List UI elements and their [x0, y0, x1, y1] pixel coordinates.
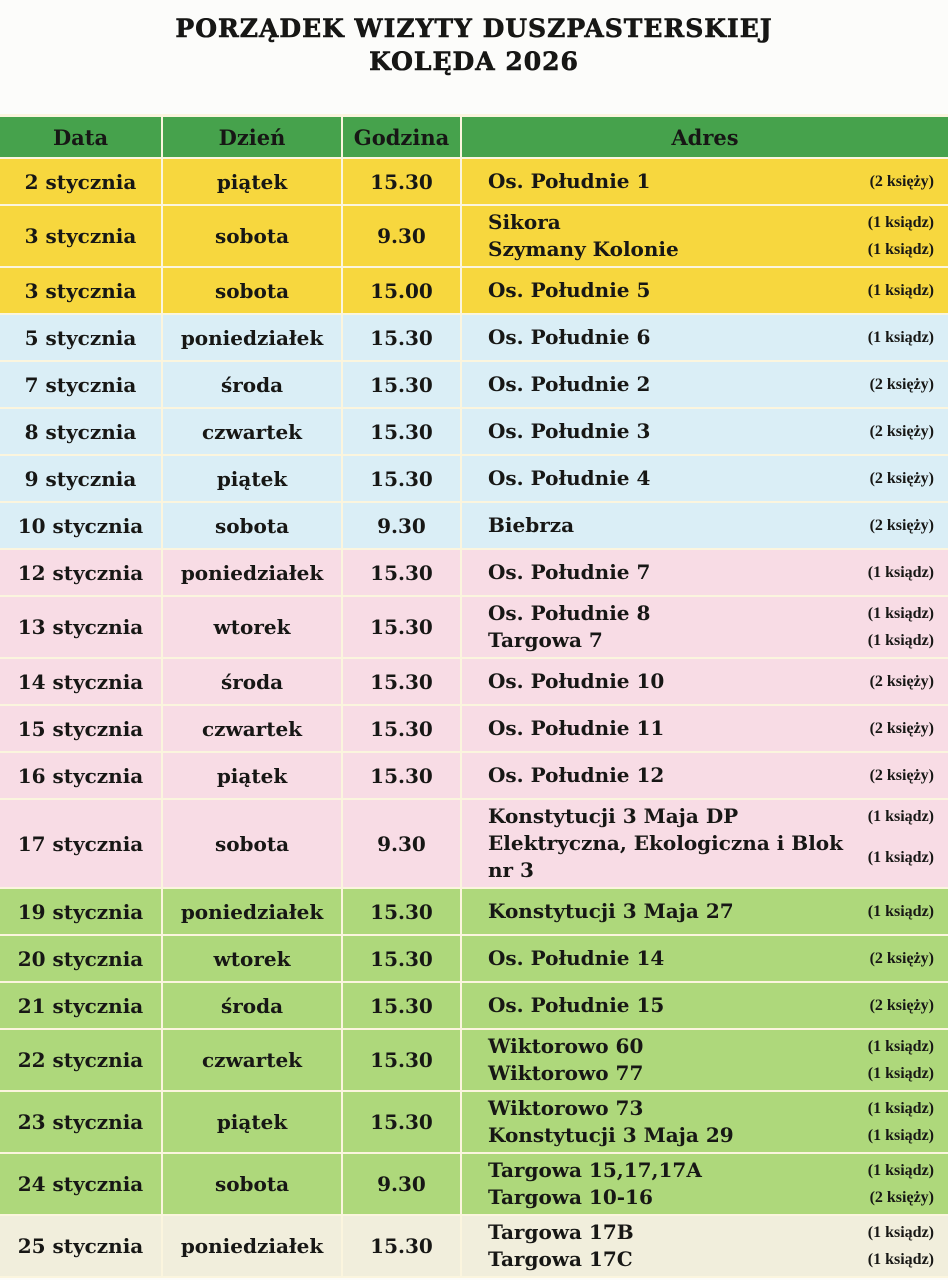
page-title-line2: KOLĘDA 2026: [369, 47, 579, 76]
address-line: [488, 668, 934, 695]
priest-count-text: (1 ksiądz): [867, 241, 934, 258]
time-cell: 15.30: [343, 1030, 462, 1090]
time-cell: 15.30: [343, 1216, 462, 1276]
time-cell: 9.30: [343, 1154, 462, 1214]
address-line: [488, 418, 934, 445]
time-cell: 15.30: [343, 550, 462, 595]
day-cell: sobota: [163, 206, 343, 266]
street-text: Targowa 10-16: [488, 1185, 653, 1209]
time-cell: 15.30: [343, 889, 462, 934]
time-cell: 15.30: [343, 362, 462, 407]
street-text: Targowa 17C: [488, 1247, 633, 1271]
address-line: [488, 371, 934, 398]
street-text: Elektryczna, Ekologiczna i Blok nr 3: [488, 831, 843, 882]
address-line: [488, 1157, 934, 1184]
address-line: [488, 1095, 934, 1122]
priest-count-text: (2 księży): [869, 950, 934, 967]
priest-count-text: (1 ksiądz): [867, 1100, 934, 1117]
priest-count-text: (1 ksiądz): [867, 214, 934, 231]
priest-count-text: (1 ksiądz): [867, 564, 934, 581]
table-row: [0, 936, 948, 983]
priest-count-text: (2 księży): [869, 997, 934, 1014]
street-text: Wiktorowo 73: [488, 1096, 644, 1120]
street-text: Targowa 17B: [488, 1220, 634, 1244]
priest-count-text: (2 księży): [869, 1189, 934, 1206]
date-cell: 10 stycznia: [0, 503, 163, 548]
table-row: [0, 1092, 948, 1154]
address-line: [488, 1060, 934, 1087]
table-row: [0, 800, 948, 889]
street-text: Szymany Kolonie: [488, 237, 679, 261]
street-text: Os. Południe 7: [488, 560, 651, 584]
priest-count-text: (2 księży): [869, 767, 934, 784]
address-line: [488, 1246, 934, 1273]
time-cell: 15.30: [343, 315, 462, 360]
day-cell: sobota: [163, 800, 343, 887]
address-cell: [462, 1216, 948, 1276]
day-cell: czwartek: [163, 1030, 343, 1090]
header-data: Data: [0, 117, 163, 157]
address-line: [488, 277, 934, 304]
day-cell: piątek: [163, 1092, 343, 1152]
day-cell: piątek: [163, 456, 343, 501]
street-text: Konstytucji 3 Maja DP: [488, 804, 739, 828]
date-cell: 3 stycznia: [0, 268, 163, 313]
day-cell: wtorek: [163, 936, 343, 981]
date-cell: 8 stycznia: [0, 409, 163, 454]
address-line: [488, 1122, 934, 1149]
time-cell: 15.30: [343, 1092, 462, 1152]
date-cell: 14 stycznia: [0, 659, 163, 704]
address-line: [488, 600, 934, 627]
address-line: [488, 465, 934, 492]
table-row: [0, 1154, 948, 1216]
street-text: Os. Południe 5: [488, 278, 651, 302]
time-cell: 15.30: [343, 936, 462, 981]
priest-count-text: (2 księży): [869, 517, 934, 534]
day-cell: wtorek: [163, 597, 343, 657]
priest-count-text: (1 ksiądz): [867, 1127, 934, 1144]
header-dzien: Dzień: [163, 117, 343, 157]
address-cell: [462, 1030, 948, 1090]
day-cell: piątek: [163, 159, 343, 204]
address-cell: [462, 550, 948, 595]
address-cell: [462, 409, 948, 454]
address-cell: [462, 159, 948, 204]
date-cell: 13 stycznia: [0, 597, 163, 657]
priest-count-text: (1 ksiądz): [867, 1162, 934, 1179]
time-cell: 15.30: [343, 659, 462, 704]
street-text: Wiktorowo 60: [488, 1034, 644, 1058]
time-cell: 15.30: [343, 159, 462, 204]
street-text: Konstytucji 3 Maja 27: [488, 899, 734, 923]
address-line: [488, 168, 934, 195]
time-cell: 15.30: [343, 456, 462, 501]
priest-count-text: (1 ksiądz): [867, 848, 934, 866]
street-text: Os. Południe 3: [488, 419, 651, 443]
date-cell: 15 stycznia: [0, 706, 163, 751]
day-cell: piątek: [163, 753, 343, 798]
street-text: Os. Południe 1: [488, 169, 651, 193]
address-line: [488, 1033, 934, 1060]
date-cell: 22 stycznia: [0, 1030, 163, 1090]
day-cell: czwartek: [163, 409, 343, 454]
priest-count-text: (2 księży): [869, 673, 934, 690]
address-cell: [462, 889, 948, 934]
priest-count-text: (1 ksiądz): [867, 632, 934, 649]
date-cell: 5 stycznia: [0, 315, 163, 360]
street-text: Biebrza: [488, 513, 575, 537]
street-text: Os. Południe 12: [488, 763, 665, 787]
priest-count-text: (1 ksiądz): [867, 1251, 934, 1268]
table-row: [0, 1216, 948, 1278]
address-line: [488, 1219, 934, 1246]
schedule-table: [0, 114, 948, 1278]
table-row: [0, 889, 948, 936]
day-cell: czwartek: [163, 706, 343, 751]
priest-count-text: (2 księży): [869, 423, 934, 440]
priest-count-text: (2 księży): [869, 376, 934, 393]
address-cell: [462, 206, 948, 266]
street-text: Targowa 15,17,17A: [488, 1158, 702, 1182]
address-cell: [462, 362, 948, 407]
address-line: [488, 627, 934, 654]
day-cell: poniedziałek: [163, 315, 343, 360]
priest-count-text: (1 ksiądz): [867, 1065, 934, 1082]
priest-count-text: (1 ksiądz): [867, 282, 934, 299]
street-text: Os. Południe 4: [488, 466, 651, 490]
address-line: [488, 803, 934, 830]
day-cell: środa: [163, 983, 343, 1028]
header-godzina: Godzina: [343, 117, 462, 157]
table-row: [0, 159, 948, 206]
table-row: [0, 597, 948, 659]
address-line: [488, 762, 934, 789]
date-cell: 9 stycznia: [0, 456, 163, 501]
street-text: Konstytucji 3 Maja 29: [488, 1123, 734, 1147]
date-cell: 12 stycznia: [0, 550, 163, 595]
address-cell: [462, 503, 948, 548]
address-cell: [462, 597, 948, 657]
table-row: [0, 550, 948, 597]
day-cell: sobota: [163, 268, 343, 313]
header-adres: Adres: [671, 124, 739, 150]
date-cell: 25 stycznia: [0, 1216, 163, 1276]
day-cell: poniedziałek: [163, 889, 343, 934]
date-cell: 21 stycznia: [0, 983, 163, 1028]
day-cell: poniedziałek: [163, 550, 343, 595]
day-cell: poniedziałek: [163, 1216, 343, 1276]
address-line: [488, 830, 934, 884]
address-cell: [462, 1154, 948, 1214]
address-cell: [462, 315, 948, 360]
address-line: [488, 715, 934, 742]
priest-count-text: (1 ksiądz): [867, 808, 934, 825]
table-row: [0, 409, 948, 456]
date-cell: 20 stycznia: [0, 936, 163, 981]
table-row: [0, 268, 948, 315]
date-cell: 24 stycznia: [0, 1154, 163, 1214]
time-cell: 15.00: [343, 268, 462, 313]
street-text: Os. Południe 8: [488, 601, 651, 625]
address-line: [488, 945, 934, 972]
street-text: Os. Południe 11: [488, 716, 665, 740]
time-cell: 9.30: [343, 503, 462, 548]
priest-count-text: (2 księży): [869, 720, 934, 737]
date-cell: 7 stycznia: [0, 362, 163, 407]
date-cell: 2 stycznia: [0, 159, 163, 204]
table-header-row: [0, 117, 948, 159]
priest-count-text: (1 ksiądz): [867, 1038, 934, 1055]
table-row: [0, 456, 948, 503]
day-cell: środa: [163, 659, 343, 704]
table-row: [0, 362, 948, 409]
page-title: [0, 0, 948, 78]
street-text: Wiktorowo 77: [488, 1061, 644, 1085]
street-text: Os. Południe 14: [488, 946, 665, 970]
street-text: Sikora: [488, 210, 561, 234]
table-row: [0, 503, 948, 550]
day-cell: sobota: [163, 503, 343, 548]
address-cell: [462, 936, 948, 981]
address-cell: [462, 753, 948, 798]
table-row: [0, 659, 948, 706]
address-line: [488, 209, 934, 236]
address-cell: [462, 268, 948, 313]
schedule-table-body: [0, 159, 948, 1278]
priest-count-text: (1 ksiądz): [867, 903, 934, 920]
time-cell: 15.30: [343, 706, 462, 751]
address-cell: [462, 456, 948, 501]
priest-count-text: (1 ksiądz): [867, 1224, 934, 1241]
address-cell: [462, 1092, 948, 1152]
priest-count-text: (1 ksiądz): [867, 605, 934, 622]
date-cell: 3 stycznia: [0, 206, 163, 266]
address-line: [488, 236, 934, 263]
street-text: Os. Południe 15: [488, 993, 665, 1017]
date-cell: 16 stycznia: [0, 753, 163, 798]
street-text: Targowa 7: [488, 628, 603, 652]
address-cell: [462, 983, 948, 1028]
time-cell: 15.30: [343, 597, 462, 657]
address-line: [488, 898, 934, 925]
table-row: [0, 206, 948, 268]
address-line: [488, 324, 934, 351]
priest-count-text: (2 księży): [869, 173, 934, 190]
time-cell: 15.30: [343, 753, 462, 798]
priest-count-text: (1 ksiądz): [867, 329, 934, 346]
table-row: [0, 1030, 948, 1092]
table-row: [0, 315, 948, 362]
address-cell: [462, 800, 948, 887]
date-cell: 17 stycznia: [0, 800, 163, 887]
table-row: [0, 983, 948, 1030]
time-cell: 15.30: [343, 409, 462, 454]
address-line: [488, 992, 934, 1019]
day-cell: środa: [163, 362, 343, 407]
address-cell: [462, 706, 948, 751]
address-line: [488, 1184, 934, 1211]
street-text: Os. Południe 2: [488, 372, 651, 396]
table-row: [0, 753, 948, 800]
priest-count-text: (2 księży): [869, 470, 934, 487]
address-line: [488, 559, 934, 586]
day-cell: sobota: [163, 1154, 343, 1214]
address-cell: [462, 659, 948, 704]
time-cell: 15.30: [343, 983, 462, 1028]
street-text: Os. Południe 10: [488, 669, 665, 693]
street-text: Os. Południe 6: [488, 325, 651, 349]
page-title-line1: PORZĄDEK WIZYTY DUSZPASTERSKIEJ: [175, 14, 773, 43]
date-cell: 19 stycznia: [0, 889, 163, 934]
time-cell: 9.30: [343, 800, 462, 887]
address-line: [488, 512, 934, 539]
time-cell: 9.30: [343, 206, 462, 266]
date-cell: 23 stycznia: [0, 1092, 163, 1152]
table-row: [0, 706, 948, 753]
